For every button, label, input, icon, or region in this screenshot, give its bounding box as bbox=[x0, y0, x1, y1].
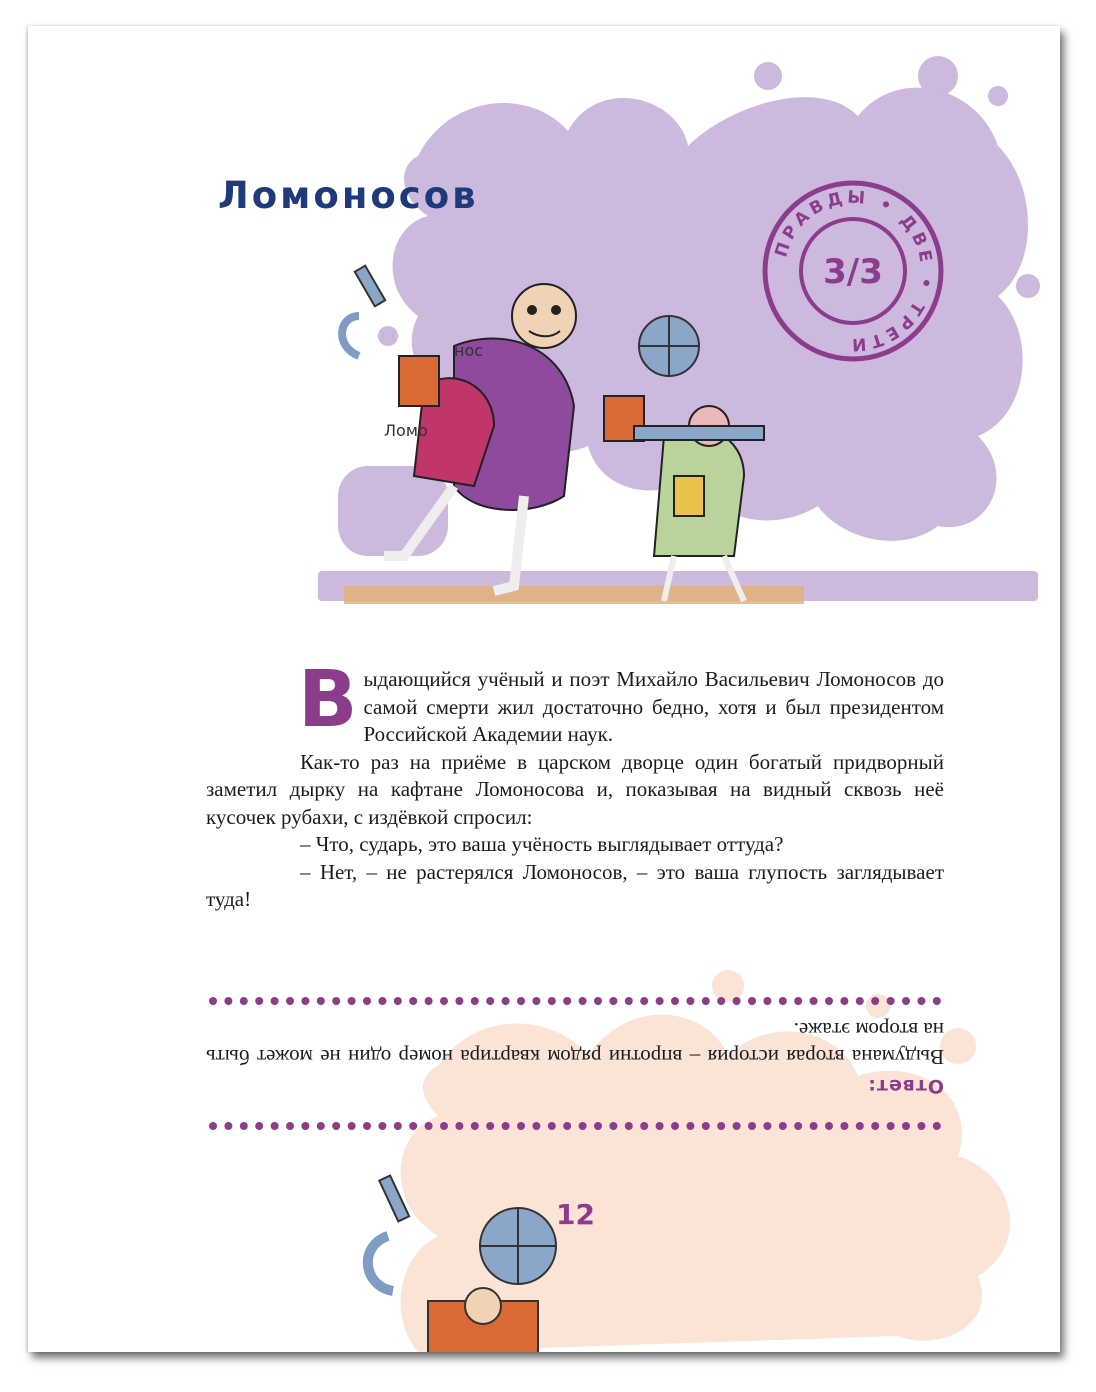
divider-dot bbox=[271, 997, 279, 1005]
divider-dot bbox=[717, 997, 725, 1005]
divider-dot bbox=[840, 1122, 848, 1130]
divider-dot bbox=[502, 1122, 510, 1130]
divider-dot bbox=[301, 1122, 309, 1130]
divider-dot bbox=[579, 997, 587, 1005]
divider-dot bbox=[409, 997, 417, 1005]
divider-dot bbox=[486, 997, 494, 1005]
page-number: 12 bbox=[556, 1198, 595, 1231]
divider-dot bbox=[763, 1122, 771, 1130]
divider-dot bbox=[224, 997, 232, 1005]
truth-stamp bbox=[758, 176, 948, 366]
divider-dot bbox=[594, 997, 602, 1005]
divider-dot bbox=[609, 997, 617, 1005]
answer-block-upside-down bbox=[206, 1016, 944, 1099]
divider-dot bbox=[317, 997, 325, 1005]
stamp-ring-text: ПРАВДЫ • ДВЕ • ТРЕТИ bbox=[771, 187, 937, 355]
divider-dot bbox=[702, 1122, 710, 1130]
divider-dot bbox=[825, 1122, 833, 1130]
divider-dot bbox=[209, 997, 217, 1005]
divider-dot bbox=[779, 1122, 787, 1130]
divider-dot bbox=[209, 1122, 217, 1130]
divider-dot bbox=[933, 1122, 941, 1130]
divider-dot bbox=[317, 1122, 325, 1130]
divider-dot bbox=[702, 997, 710, 1005]
divider-dot bbox=[286, 997, 294, 1005]
divider-dot bbox=[887, 1122, 895, 1130]
divider-dot bbox=[779, 997, 787, 1005]
divider-dot bbox=[563, 997, 571, 1005]
divider-dot bbox=[563, 1122, 571, 1130]
story-paragraph-3: – Что, сударь, это ваша учёность выглядывает оттуда? bbox=[300, 832, 784, 856]
divider-dot bbox=[840, 997, 848, 1005]
divider-dot bbox=[455, 997, 463, 1005]
divider-dot bbox=[240, 1122, 248, 1130]
divider-dot bbox=[748, 1122, 756, 1130]
divider-dot bbox=[348, 997, 356, 1005]
answer-label: Ответ: bbox=[867, 1075, 944, 1097]
divider-dot bbox=[409, 1122, 417, 1130]
divider-dot bbox=[255, 997, 263, 1005]
divider-dot bbox=[856, 997, 864, 1005]
lomonosov-illustration bbox=[304, 236, 824, 636]
divider-dot bbox=[686, 997, 694, 1005]
divider-dot bbox=[733, 997, 741, 1005]
scribble-text-left: Ломо bbox=[384, 421, 428, 440]
drop-cap: В bbox=[298, 655, 358, 745]
divider-dot bbox=[917, 1122, 925, 1130]
dotted-divider-bottom bbox=[206, 1119, 946, 1133]
divider-dot bbox=[810, 1122, 818, 1130]
divider-dot bbox=[671, 997, 679, 1005]
divider-dot bbox=[625, 997, 633, 1005]
divider-dot bbox=[255, 1122, 263, 1130]
divider-dot bbox=[440, 997, 448, 1005]
divider-dot bbox=[486, 1122, 494, 1130]
answer-text: Выдумана вторая история – впротни рядом квартира номер один не может быть на втором этаже. bbox=[206, 1018, 944, 1069]
divider-dot bbox=[440, 1122, 448, 1130]
scribble-text-top: нос bbox=[454, 341, 484, 360]
divider-dot bbox=[363, 997, 371, 1005]
divider-dot bbox=[363, 1122, 371, 1130]
divider-dot bbox=[871, 997, 879, 1005]
small-bottom-illustration bbox=[348, 1166, 608, 1352]
divider-dot bbox=[532, 1122, 540, 1130]
story-text bbox=[206, 655, 944, 914]
story-paragraph-1: Выдающийся учёный и поэт Михайло Васильевич Ломоносов до самой смерти жил достаточно бедно, хотя и был президентом Российской Академии наук. bbox=[298, 655, 944, 746]
divider-dot bbox=[640, 997, 648, 1005]
divider-dot bbox=[609, 1122, 617, 1130]
divider-dot bbox=[902, 997, 910, 1005]
book-page bbox=[28, 26, 1060, 1352]
divider-dot bbox=[332, 997, 340, 1005]
story-paragraph-2: Как-то раз на приёме в царском дворце один богатый придворный заметил дырку на кафтане Ломоносова и, показывая на видный сквозь неё кусочек рубахи, с издёвкой спросил: bbox=[206, 749, 944, 829]
divider-dot bbox=[763, 997, 771, 1005]
divider-dot bbox=[517, 1122, 525, 1130]
divider-dot bbox=[271, 1122, 279, 1130]
divider-dot bbox=[656, 1122, 664, 1130]
divider-dot bbox=[794, 997, 802, 1005]
divider-dot bbox=[871, 1122, 879, 1130]
divider-dot bbox=[378, 1122, 386, 1130]
divider-dot bbox=[517, 997, 525, 1005]
divider-dot bbox=[286, 1122, 294, 1130]
divider-dot bbox=[378, 997, 386, 1005]
divider-dot bbox=[394, 1122, 402, 1130]
divider-dot bbox=[686, 1122, 694, 1130]
divider-dot bbox=[471, 997, 479, 1005]
divider-dot bbox=[810, 997, 818, 1005]
divider-dot bbox=[887, 997, 895, 1005]
divider-dot bbox=[471, 1122, 479, 1130]
divider-dot bbox=[548, 997, 556, 1005]
dotted-divider-top bbox=[206, 994, 946, 1008]
divider-dot bbox=[917, 997, 925, 1005]
divider-dot bbox=[594, 1122, 602, 1130]
divider-dot bbox=[717, 1122, 725, 1130]
divider-dot bbox=[240, 997, 248, 1005]
divider-dot bbox=[640, 1122, 648, 1130]
divider-dot bbox=[548, 1122, 556, 1130]
divider-dot bbox=[332, 1122, 340, 1130]
divider-dot bbox=[425, 997, 433, 1005]
divider-dot bbox=[394, 997, 402, 1005]
divider-dot bbox=[532, 997, 540, 1005]
divider-dot bbox=[856, 1122, 864, 1130]
divider-dot bbox=[502, 997, 510, 1005]
divider-dot bbox=[902, 1122, 910, 1130]
divider-dot bbox=[933, 997, 941, 1005]
divider-dot bbox=[625, 1122, 633, 1130]
divider-dot bbox=[748, 997, 756, 1005]
page-title: Ломоносов bbox=[218, 174, 479, 217]
divider-dot bbox=[348, 1122, 356, 1130]
divider-dot bbox=[794, 1122, 802, 1130]
divider-dot bbox=[301, 997, 309, 1005]
story-paragraph-4: – Нет, – не растерялся Ломоносов, – это ваша глупость заглядывает туда! bbox=[206, 859, 944, 911]
divider-dot bbox=[671, 1122, 679, 1130]
divider-dot bbox=[224, 1122, 232, 1130]
divider-dot bbox=[579, 1122, 587, 1130]
divider-dot bbox=[825, 997, 833, 1005]
divider-dot bbox=[425, 1122, 433, 1130]
divider-dot bbox=[733, 1122, 741, 1130]
divider-dot bbox=[455, 1122, 463, 1130]
stamp-center-text: 3/3 bbox=[823, 252, 883, 292]
divider-dot bbox=[656, 997, 664, 1005]
